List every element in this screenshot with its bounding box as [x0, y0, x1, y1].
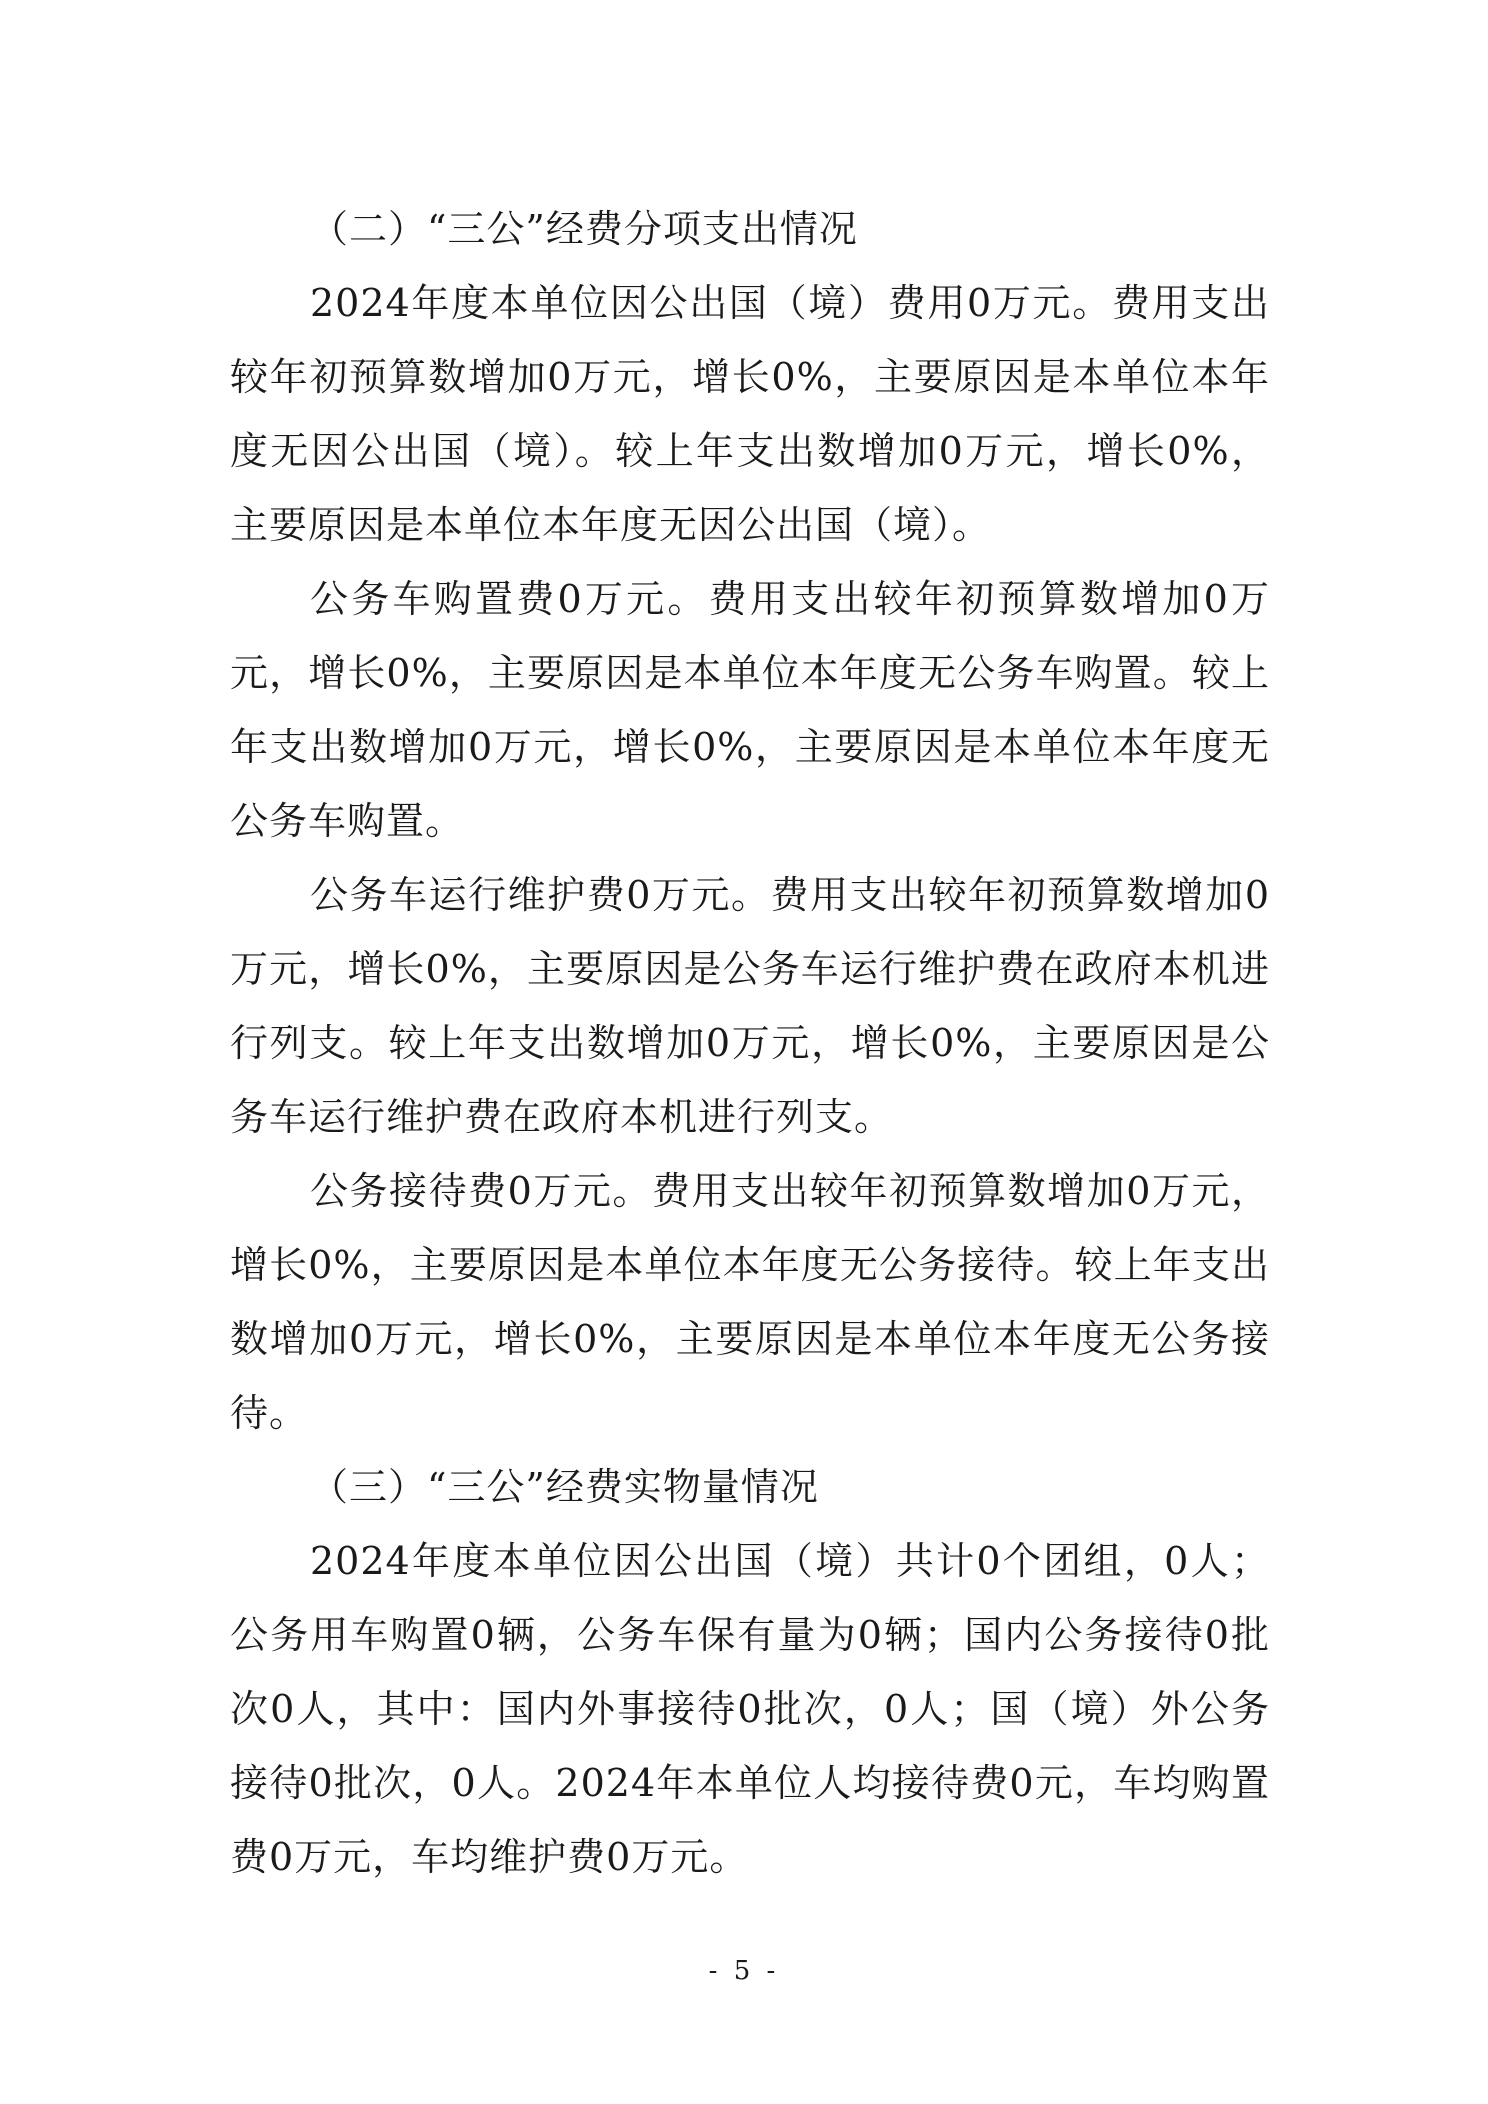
paragraph-vehicle-maintenance: 公务车运行维护费0万元。费用支出较年初预算数增加0万元，增长0%，主要原因是公务车运行维护费在政府本机进行列支。较上年支出数增加0万元，增长0%，主要原因是公务车运行维护费在政府本机进行列支。 [230, 873, 1270, 1139]
paragraph-vehicle-purchase: 公务车购置费0万元。费用支出较年初预算数增加0万元，增长0%，主要原因是本单位本年度无公务车购置。较上年支出数增加0万元，增长0%，主要原因是本单位本年度无公务车购置。 [230, 577, 1270, 843]
document-body [230, 192, 1270, 1894]
paragraph-physical-quantity: 2024年度本单位因公出国（境）共计0个团组，0人；公务用车购置0辆，公务车保有量为0辆；国内公务接待0批次0人，其中：国内外事接待0批次，0人；国（境）外公务接待0批次，0人。2024年本单位人均接待费0元，车均购置费0万元，车均维护费0万元。 [230, 1539, 1270, 1879]
paragraph-overseas-travel: 2024年度本单位因公出国（境）费用0万元。费用支出较年初预算数增加0万元，增长0%，主要原因是本单位本年度无因公出国（境）。较上年支出数增加0万元，增长0%，主要原因是本单位本年度无因公出国（境）。 [230, 281, 1270, 547]
paragraph-official-reception: 公务接待费0万元。费用支出较年初预算数增加0万元，增长0%，主要原因是本单位本年度无公务接待。较上年支出数增加0万元，增长0%，主要原因是本单位本年度无公务接待。 [230, 1169, 1270, 1435]
page-number: - 5 - [708, 1956, 780, 1986]
section-heading-two: （二）“三公”经费分项支出情况 [310, 207, 858, 251]
section-heading-three: （三）“三公”经费实物量情况 [310, 1465, 819, 1509]
